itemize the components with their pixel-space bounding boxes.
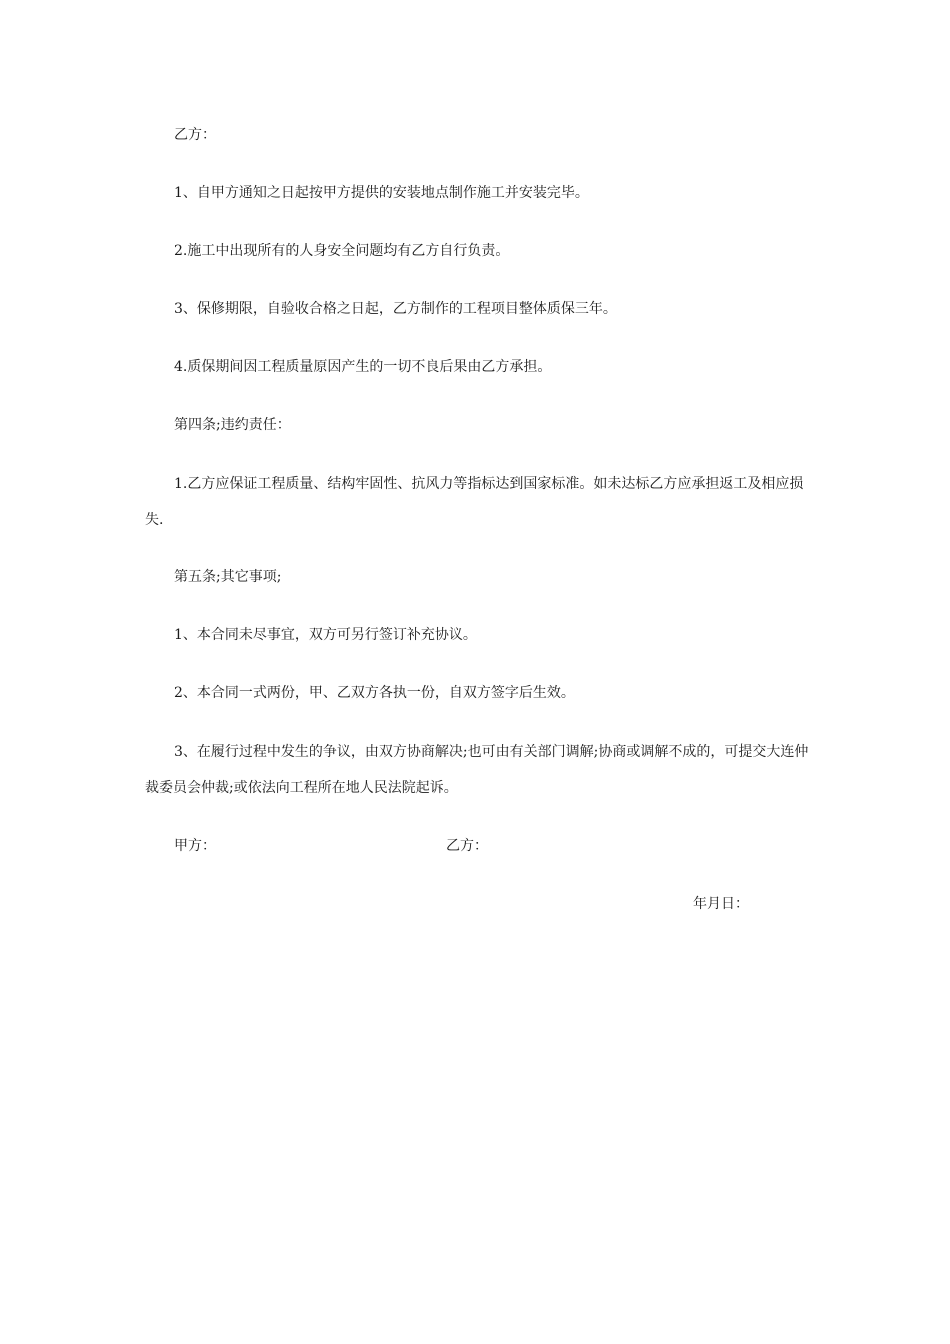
paragraph-b-item-3: 3、保修期限，自验收合格之日起，乙方制作的工程项目整体质保三年。 [174, 301, 617, 317]
paragraph-article-5-item-3: 3、在履行过程中发生的争议，由双方协商解决;也可由有关部门调解;协商或调解不成的，可提交大连仲裁委员会仲裁;或依法向工程所在地人民法院起诉。 [145, 744, 809, 796]
paragraph-article-4-item-1: 1.乙方应保证工程质量、结构牢固性、抗风力等指标达到国家标准。如未达标乙方应承担返工及相应损失. [145, 476, 804, 528]
section-heading-article-5: 第五条;其它事项; [174, 569, 282, 585]
signature-party-a: 甲方： [174, 838, 216, 854]
paragraph-b-item-1: 1、自甲方通知之日起按甲方提供的安装地点制作施工并安装完毕。 [174, 185, 589, 201]
paragraph-b-item-4: 4.质保期间因工程质量原因产生的一切不良后果由乙方承担。 [174, 359, 552, 375]
paragraph-article-5-item-2: 2、本合同一式两份，甲、乙双方各执一份，自双方签字后生效。 [174, 685, 575, 701]
section-heading-article-4: 第四条;违约责任： [174, 417, 291, 433]
signature-date: 年月日： [693, 896, 749, 912]
paragraph-article-5-item-1: 1、本合同未尽事宜，双方可另行签订补充协议。 [174, 627, 477, 643]
paragraph-party-b-heading: 乙方： [174, 127, 216, 143]
signature-party-b: 乙方： [446, 838, 488, 854]
paragraph-b-item-2: 2.施工中出现所有的人身安全问题均有乙方自行负责。 [174, 243, 510, 259]
